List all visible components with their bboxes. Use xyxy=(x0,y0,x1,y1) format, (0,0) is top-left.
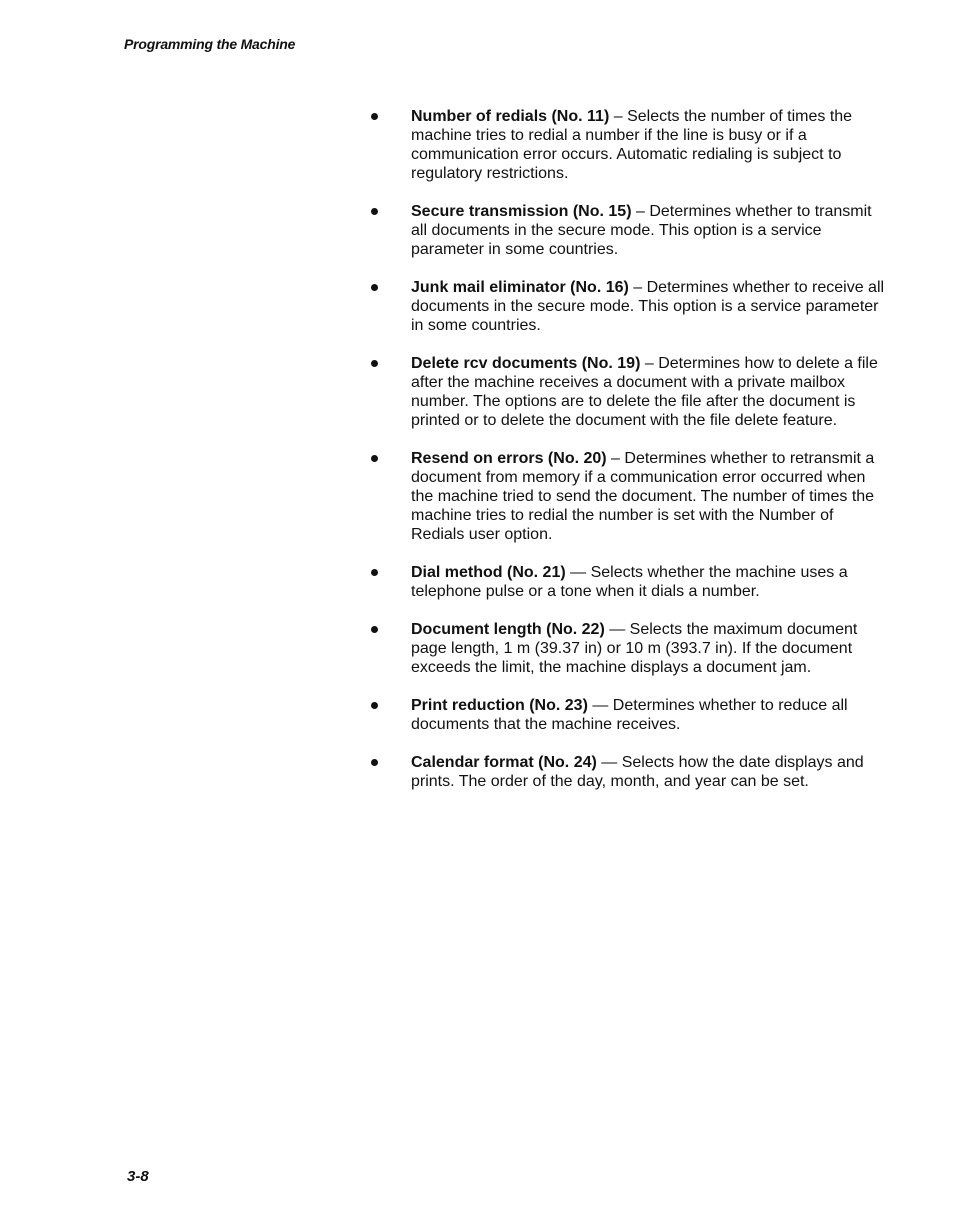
bullet-icon xyxy=(371,113,378,120)
option-name: Calendar format (No. 24) xyxy=(411,754,597,771)
bullet-icon xyxy=(371,626,378,633)
option-description: Selects how the date displays and prints. The order of the day, month, and year can be set. xyxy=(411,754,864,790)
bullet-icon xyxy=(371,759,378,766)
running-header: Programming the Machine xyxy=(124,36,296,52)
option-description: Selects whether the machine uses a telephone pulse or a tone when it dials a number. xyxy=(411,564,848,600)
option-description: Selects the number of times the machine tries to redial a number if the line is busy or if a communication error occurs. Automatic redialing is subject to regulatory restrictions. xyxy=(411,108,853,182)
option-name: Number of redials (No. 11) xyxy=(411,108,610,125)
option-print-reduction xyxy=(368,696,888,734)
option-separator: — xyxy=(604,621,630,638)
option-name: Document length (No. 22) xyxy=(411,621,605,638)
option-name: Secure transmission (No. 15) xyxy=(411,203,632,220)
bullet-icon xyxy=(371,455,378,462)
option-description: Determines whether to transmit all documents in the secure mode. This option is a service parameter in some countries. xyxy=(411,203,872,258)
option-calendar-format xyxy=(368,753,888,791)
option-name: Print reduction (No. 23) xyxy=(411,697,588,714)
option-resend-on-errors xyxy=(368,449,888,544)
option-document-length xyxy=(368,620,888,677)
option-delete-rcv-documents xyxy=(368,354,888,430)
option-description: Determines whether to receive all documents in the secure mode. This option is a service parameter in some countries. xyxy=(411,279,885,334)
bullet-icon xyxy=(371,569,378,576)
option-separator: – xyxy=(609,108,628,125)
page-number: 3-8 xyxy=(127,1168,149,1185)
option-name: Junk mail eliminator (No. 16) xyxy=(411,279,629,296)
option-separator: — xyxy=(596,754,622,771)
option-junk-mail-eliminator xyxy=(368,278,888,335)
bullet-icon xyxy=(371,360,378,367)
option-name: Dial method (No. 21) xyxy=(411,564,566,581)
option-separator: – xyxy=(631,203,650,220)
option-description: Determines whether to retransmit a document from memory if a communication error occurred when the machine tried to send the document. The number of times the machine tries to redial the number is set with the Number of Redials user option. xyxy=(411,450,875,543)
option-separator: – xyxy=(628,279,647,296)
option-dial-method xyxy=(368,563,888,601)
option-description: Determines how to delete a file after the machine receives a document with a private mailbox number. The options are to delete the file after the document is printed or to delete the document with the file delete feature. xyxy=(411,355,878,429)
option-description: Determines whether to reduce all documents that the machine receives. xyxy=(411,697,848,733)
option-separator: – xyxy=(640,355,659,372)
option-name: Delete rcv documents (No. 19) xyxy=(411,355,641,372)
option-separator: — xyxy=(565,564,591,581)
bullet-icon xyxy=(371,208,378,215)
option-description: Selects the maximum document page length, 1 m (39.37 in) or 10 m (393.7 in). If the document exceeds the limit, the machine displays a document jam. xyxy=(411,621,858,676)
bullet-icon xyxy=(371,702,378,709)
bullet-icon xyxy=(371,284,378,291)
option-secure-transmission xyxy=(368,202,888,259)
option-number-of-redials xyxy=(368,107,888,183)
option-separator: – xyxy=(606,450,625,467)
user-options-list xyxy=(368,107,888,810)
option-separator: — xyxy=(587,697,613,714)
option-name: Resend on errors (No. 20) xyxy=(411,450,607,467)
